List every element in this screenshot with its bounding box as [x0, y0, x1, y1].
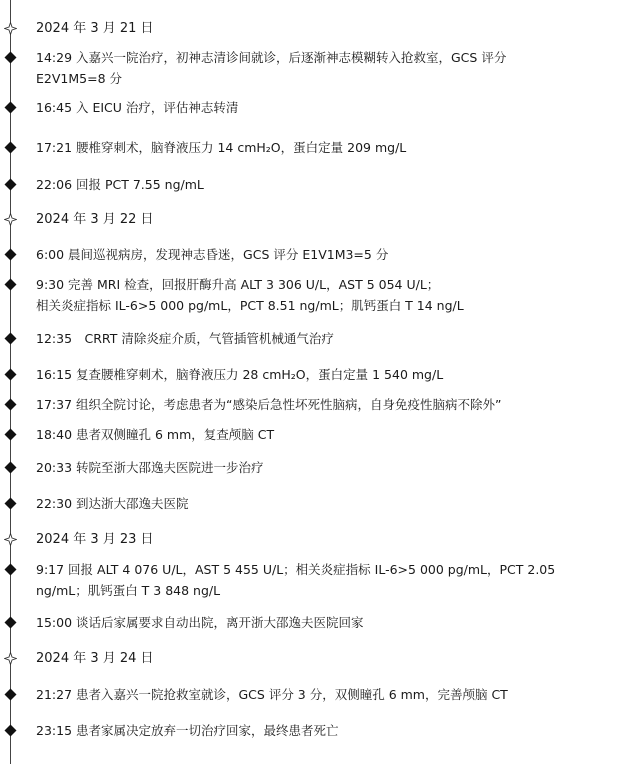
event-marker-icon — [4, 461, 17, 474]
entry-text-line: 22:30 到达浙大邵逸夫医院 — [36, 495, 189, 511]
timeline-event — [36, 612, 616, 633]
timeline-date — [36, 529, 616, 550]
entry-text-line: 16:15 复查腰椎穿刺术，脑脊液压力 28 cmH₂O，蛋白定量 1 540 mg/L — [36, 366, 444, 382]
date-marker-icon — [4, 533, 17, 546]
entry-text-line: 12:35 CRRT 清除炎症介质，气管插管机械通气治疗 — [36, 330, 334, 346]
entry-text-line: 2024 年 3 月 24 日 — [36, 650, 154, 666]
timeline-event — [36, 720, 616, 741]
entry-text-line: 17:37 组织全院讨论，考虑患者为“感染后急性坏死性脑病，自身免疫性脑病不除外” — [36, 396, 502, 412]
timeline-event — [36, 394, 616, 415]
timeline-event — [36, 244, 616, 265]
timeline-date — [36, 209, 616, 230]
entry-text-line: 18:40 患者双侧瞳孔 6 mm，复查颅脑 CT — [36, 426, 275, 442]
entry-text-line: 22:06 回报 PCT 7.55 ng/mL — [36, 176, 204, 192]
event-marker-icon — [4, 497, 17, 510]
event-marker-icon — [4, 278, 17, 291]
event-marker-icon — [4, 616, 17, 629]
timeline-event — [36, 328, 616, 349]
timeline-axis — [10, 0, 11, 764]
entry-text-line: 2024 年 3 月 23 日 — [36, 531, 154, 547]
timeline-event — [36, 274, 616, 316]
event-marker-icon — [4, 178, 17, 191]
timeline-event — [36, 47, 616, 89]
entry-text-line: 6:00 晨间巡视病房，发现神志昏迷，GCS 评分 E1V1M3=5 分 — [36, 246, 389, 262]
entry-text-line: 9:30 完善 MRI 检查，回报肝酶升高 ALT 3 306 U/L，AST 5 054 U/L； — [36, 276, 440, 292]
timeline-event — [36, 457, 616, 478]
timeline-event — [36, 493, 616, 514]
timeline-event — [36, 137, 616, 158]
timeline-date — [36, 18, 616, 39]
entry-text-line: 21:27 患者入嘉兴一院抢救室就诊，GCS 评分 3 分，双侧瞳孔 6 mm，完善颅脑 CT — [36, 686, 508, 702]
date-marker-icon — [4, 213, 17, 226]
date-marker-icon — [4, 22, 17, 35]
date-marker-icon — [4, 652, 17, 665]
entry-text-line: 16:45 入 EICU 治疗，评估神志转清 — [36, 99, 239, 115]
event-marker-icon — [4, 688, 17, 701]
event-marker-icon — [4, 398, 17, 411]
event-marker-icon — [4, 248, 17, 261]
timeline-date — [36, 648, 616, 669]
timeline-event — [36, 174, 616, 195]
entry-text-line: 9:17 回报 ALT 4 076 U/L，AST 5 455 U/L；相关炎症指标 IL-6>5 000 pg/mL，PCT 2.05 — [36, 561, 556, 577]
timeline-event — [36, 97, 616, 118]
event-marker-icon — [4, 428, 17, 441]
entry-text-line: 17:21 腰椎穿刺术，脑脊液压力 14 cmH₂O，蛋白定量 209 mg/L — [36, 139, 407, 155]
timeline-event — [36, 559, 616, 601]
event-marker-icon — [4, 724, 17, 737]
timeline-event — [36, 424, 616, 445]
entry-text-line: 14:29 入嘉兴一院治疗，初神志清诊间就诊，后逐渐神志模糊转入抢救室，GCS 评分 — [36, 49, 507, 65]
event-marker-icon — [4, 332, 17, 345]
entry-text-line: 20:33 转院至浙大邵逸夫医院进一步治疗 — [36, 459, 264, 475]
entry-text-line: ng/mL；肌钙蛋白 T 3 848 ng/L — [36, 582, 221, 598]
entry-text-line: 相关炎症指标 IL-6>5 000 pg/mL，PCT 8.51 ng/mL；肌钙蛋白 T 14 ng/L — [36, 297, 464, 313]
entry-text-line: 15:00 谈话后家属要求自动出院，离开浙大邵逸夫医院回家 — [36, 614, 364, 630]
entry-text-line: 2024 年 3 月 22 日 — [36, 211, 154, 227]
event-marker-icon — [4, 141, 17, 154]
event-marker-icon — [4, 51, 17, 64]
event-marker-icon — [4, 101, 17, 114]
timeline-event — [36, 684, 616, 705]
entry-text-line: E2V1M5=8 分 — [36, 70, 122, 86]
event-marker-icon — [4, 563, 17, 576]
entry-text-line: 2024 年 3 月 21 日 — [36, 20, 154, 36]
entry-text-line: 23:15 患者家属决定放弃一切治疗回家，最终患者死亡 — [36, 722, 339, 738]
timeline-event — [36, 364, 616, 385]
event-marker-icon — [4, 368, 17, 381]
